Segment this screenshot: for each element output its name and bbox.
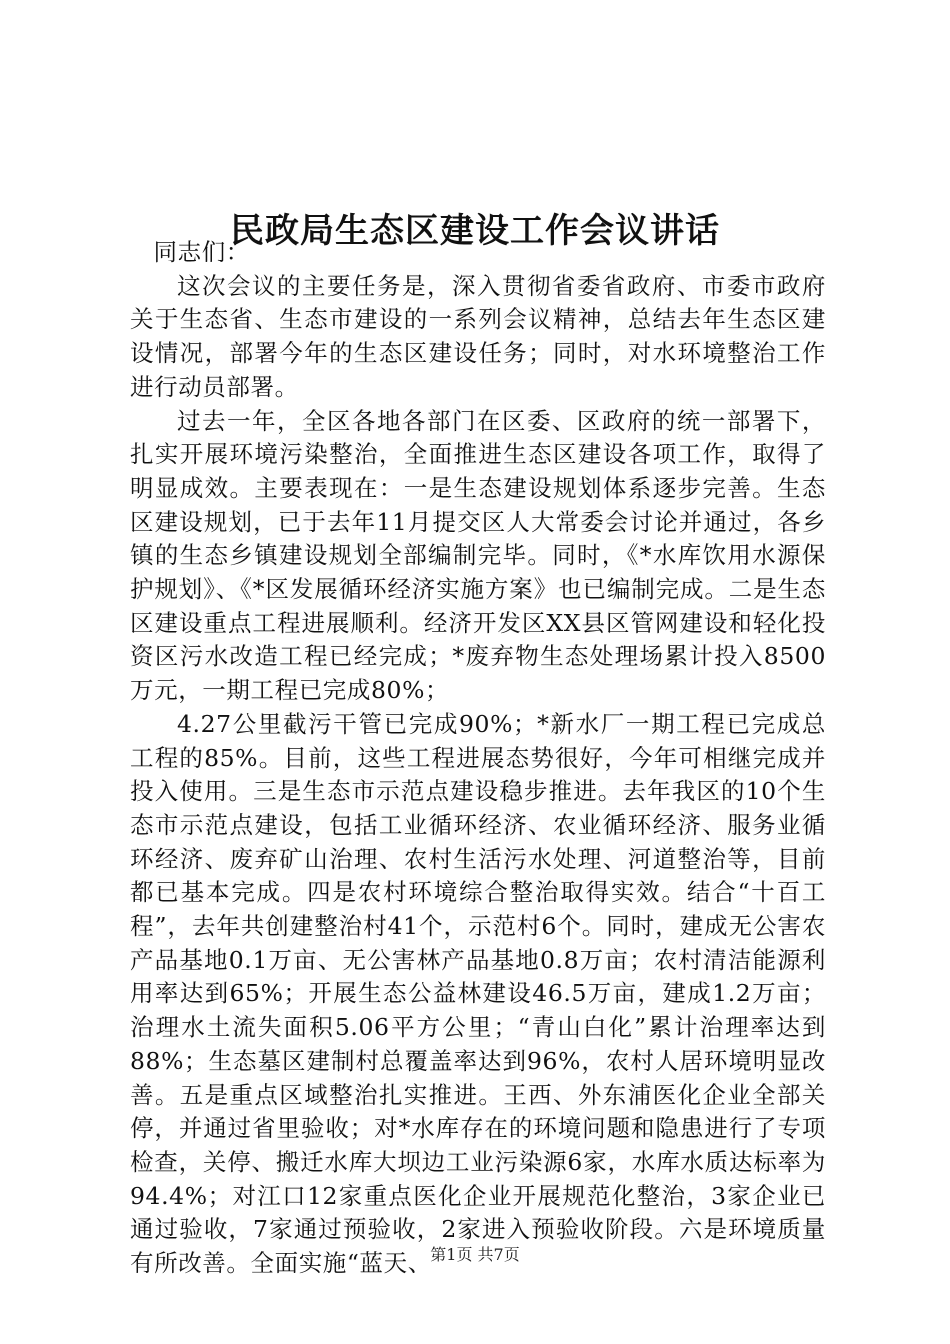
document-body (130, 236, 826, 1281)
paragraph-3: 4.27公里截污干管已完成90%；*新水厂一期工程已完成总工程的85%。目前，这些工程进展态势很好，今年可相继完成并投入使用。三是生态市示范点建设稳步推进。去年我区的10个生态市示范点建设，包括工业循环经济、农业循环经济、服务业循环经济、废弃矿山治理、农村生活污水处理、河道整治等，目前都已基本完成。四是农村环境综合整治取得实效。结合“十百工程”，去年共创建整治村41个，示范村6个。同时，建成无公害农产品基地0.1万亩、无公害林产品基地0.8万亩；农村清洁能源利用率达到65%；开展生态公益林建设46.5万亩，建成1.2万亩；治理水土流失面积5.06平方公里；“青山白化”累计治理率达到88%；生态墓区建制村总覆盖率达到96%，农村人居环境明显改善。五是重点区域整治扎实推进。王西、外东浦医化企业全部关停，并通过省里验收；对*水库存在的环境问题和隐患进行了专项检查，关停、搬迁水库大坝边工业污染源6家，水库水质达标率为94.4%；对江口12家重点医化企业开展规范化整治，3家企业已通过验收，7家通过预验收，2家进入预验收阶段。六是环境质量有所改善。全面实施“蓝天、 (130, 709, 826, 1278)
paragraph-2: 过去一年，全区各地各部门在区委、区政府的统一部署下，扎实开展环境污染整治，全面推进生态区建设各项工作，取得了明显成效。主要表现在：一是生态建设规划体系逐步完善。生态区建设规划，已于去年11月提交区人大常委会讨论并通过，各乡镇的生态乡镇建设规划全部编制完毕。同时，《*水库饮用水源保护规划》、《*区发展循环经济实施方案》也已编制完成。二是生态区建设重点工程进展顺利。经济开发区XX县区管网建设和轻化投资区污水改造工程已经完成；*废弃物生态处理场累计投入8500万元，一期工程已完成80%； (130, 406, 826, 705)
paragraph-1: 这次会议的主要任务是，深入贯彻省委省政府、市委市政府关于生态省、生态市建设的一系列会议精神，总结去年生态区建设情况，部署今年的生态区建设任务；同时，对水环境整治工作进行动员部署。 (130, 271, 826, 401)
page-footer: 第1页 共7页 (430, 1245, 520, 1264)
document-title: 民政局生态区建设工作会议讲话 (230, 210, 720, 251)
salutation: 同志们： (153, 238, 250, 266)
